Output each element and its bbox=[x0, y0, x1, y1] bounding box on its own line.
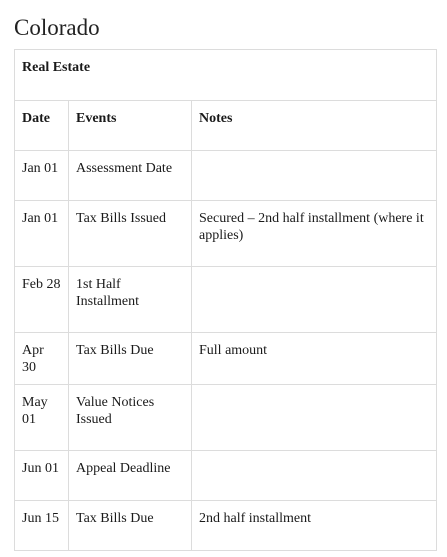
date-cell: Feb 28 bbox=[15, 267, 69, 333]
column-header-events: Events bbox=[69, 101, 192, 151]
table-row bbox=[15, 151, 437, 201]
column-header-date: Date bbox=[15, 101, 69, 151]
event-cell: Appeal Deadline bbox=[69, 451, 192, 501]
date-cell: Jun 01 bbox=[15, 451, 69, 501]
event-cell: Value Notices Issued bbox=[69, 385, 192, 451]
real-estate-table bbox=[14, 49, 437, 551]
date-cell: Apr 30 bbox=[15, 333, 69, 385]
table-row bbox=[15, 501, 437, 551]
table-row bbox=[15, 333, 437, 385]
notes-cell: Full amount bbox=[192, 333, 437, 385]
page-title: Colorado bbox=[14, 15, 100, 40]
table-row bbox=[15, 451, 437, 501]
notes-cell: 2nd half installment bbox=[192, 501, 437, 551]
event-cell: Tax Bills Issued bbox=[69, 201, 192, 267]
date-cell: Jun 15 bbox=[15, 501, 69, 551]
table-row bbox=[15, 267, 437, 333]
notes-cell bbox=[192, 267, 437, 333]
event-cell: Tax Bills Due bbox=[69, 333, 192, 385]
table-section-row bbox=[15, 50, 437, 101]
notes-cell bbox=[192, 451, 437, 501]
event-cell: 1st Half Installment bbox=[69, 267, 192, 333]
date-cell: Jan 01 bbox=[15, 151, 69, 201]
notes-cell: Secured – 2nd half installment (where it applies) bbox=[192, 201, 437, 267]
date-cell: Jan 01 bbox=[15, 201, 69, 267]
notes-cell bbox=[192, 151, 437, 201]
date-cell: May 01 bbox=[15, 385, 69, 451]
table-header-row bbox=[15, 101, 437, 151]
table-row bbox=[15, 201, 437, 267]
column-header-notes: Notes bbox=[192, 101, 437, 151]
notes-cell bbox=[192, 385, 437, 451]
event-cell: Tax Bills Due bbox=[69, 501, 192, 551]
section-label: Real Estate bbox=[15, 50, 437, 101]
event-cell: Assessment Date bbox=[69, 151, 192, 201]
table-row bbox=[15, 385, 437, 451]
